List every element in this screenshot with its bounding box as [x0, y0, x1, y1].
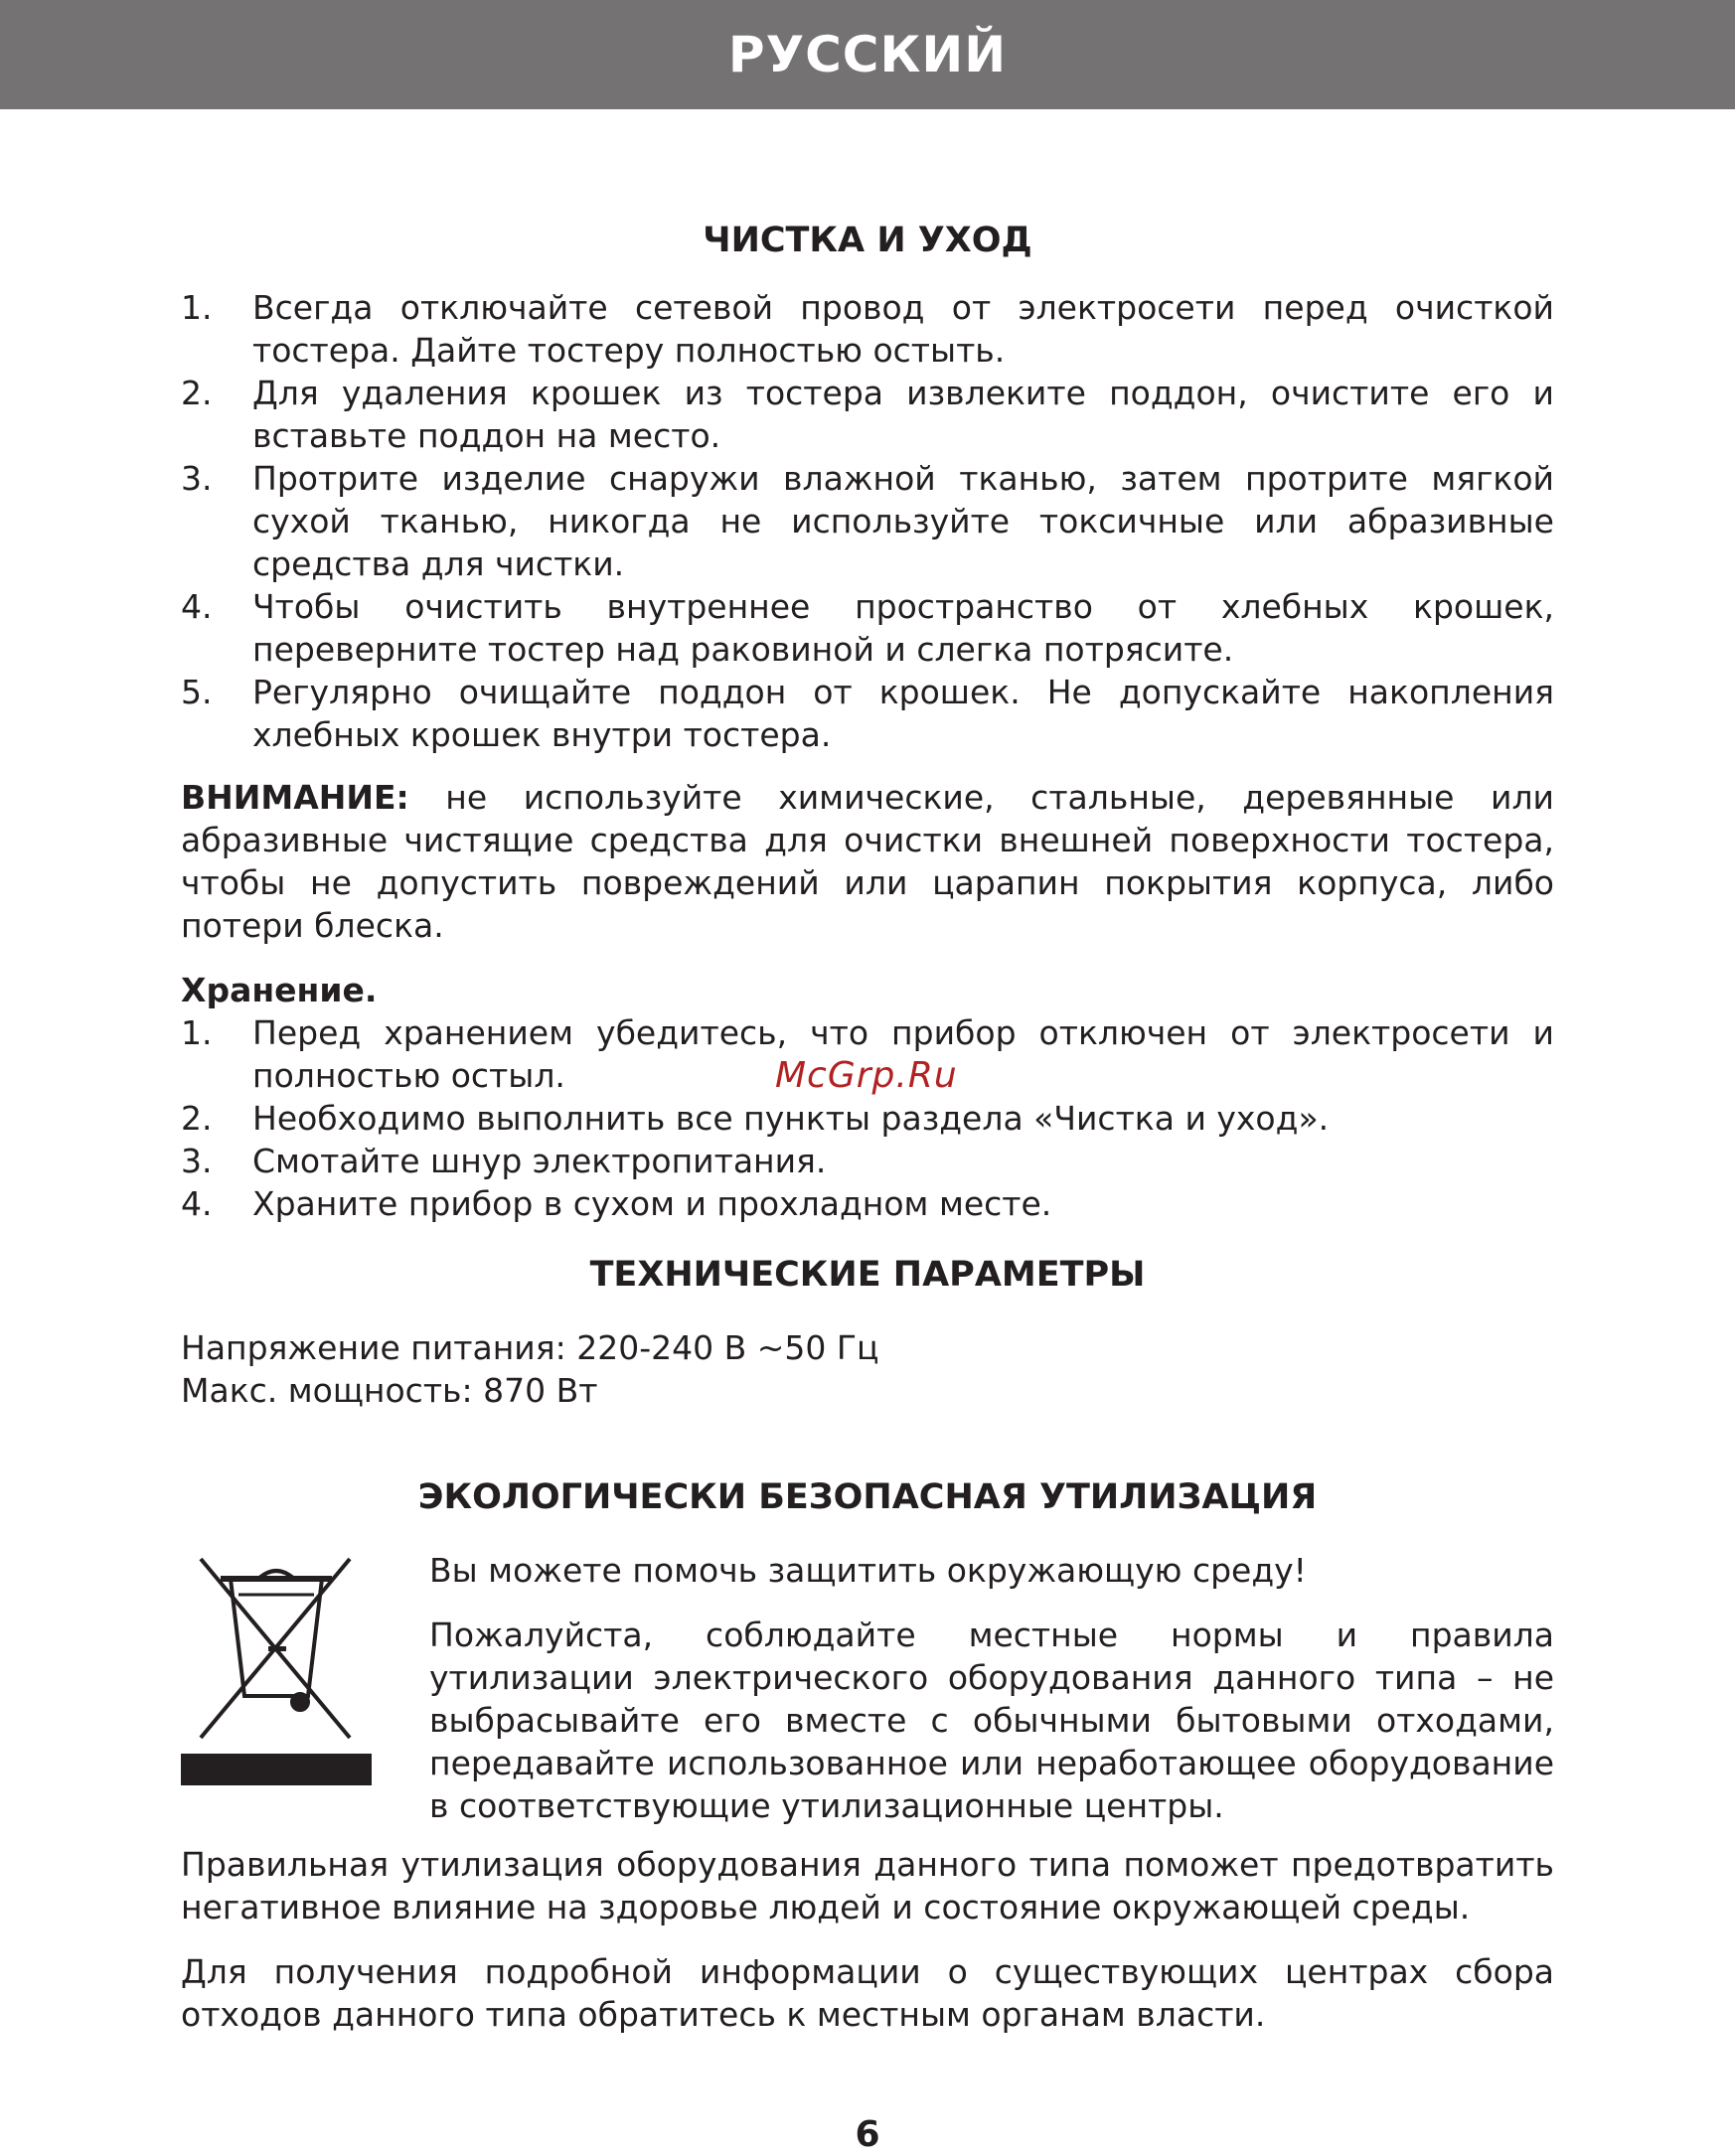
warning-text: не используйте химические, стальные, деревянные или абразивные чистящие средства для очистки внешней поверхности тостера, чтобы не допустить повреждений или царапин покрытия корпуса, либо потери блеска. — [181, 778, 1554, 945]
eco-paragraph: Правильная утилизация оборудования данного типа поможет предотвратить негативное влияние на здоровье людей и состояние окружающей среды. — [181, 1845, 1554, 1926]
power-spec: Макс. мощность: 870 Вт — [181, 1371, 598, 1410]
specs-heading: ТЕХНИЧЕСКИЕ ПАРАМЕТРЫ — [589, 1255, 1146, 1295]
crossed-out-wheelie-bin-icon — [181, 1557, 372, 1785]
list-item: 4. Чтобы очистить внутреннее пространство от хлебных крошек, переверните тостер над раковиной и слегка потрясите. — [181, 587, 1554, 669]
cleaning-list — [181, 286, 1554, 756]
list-item: 5. Регулярно очищайте поддон от крошек. Не допускайте накопления хлебных крошек внутри тостера. — [181, 673, 1554, 754]
cleaning-heading: ЧИСТКА И УХОД — [703, 221, 1032, 260]
list-item: 1. Перед хранением убедитесь, что прибор отключен от электросети и полностью остыл. — [181, 1013, 1554, 1095]
list-item: 3. Смотайте шнур электропитания. — [181, 1142, 827, 1180]
list-item: 2. Для удаления крошек из тостера извлеките поддон, очистите его и вставьте поддон на место. — [181, 374, 1554, 455]
voltage-spec: Напряжение питания: 220-240 В ~50 Гц — [181, 1328, 879, 1367]
watermark: McGrp.Ru — [775, 1055, 958, 1096]
eco-paragraph: Пожалуйста, соблюдайте местные нормы и правила утилизации электрического оборудования данного типа – не выбрасывайте его вместе с обычными бытовыми отходами, передавайте использованное или неработающее оборудование в соответствующие утилизационные центры. — [429, 1616, 1554, 1825]
language-header: РУССКИЙ — [0, 0, 1735, 109]
storage-list — [181, 1011, 1554, 1225]
warning-paragraph — [181, 776, 1554, 947]
list-item: 4. Храните прибор в сухом и прохладном месте. — [181, 1184, 1052, 1223]
eco-paragraph: Для получения подробной информации о существующих центрах сбора отходов данного типа обратитесь к местным органам власти. — [181, 1952, 1554, 2034]
eco-intro: Вы можете помочь защитить окружающую среду! — [429, 1551, 1307, 1590]
page-number: 6 — [855, 2114, 880, 2155]
eco-heading: ЭКОЛОГИЧЕСКИ БЕЗОПАСНАЯ УТИЛИЗАЦИЯ — [417, 1477, 1318, 1517]
list-item: 2. Необходимо выполнить все пункты раздела «Чистка и уход». — [181, 1099, 1330, 1138]
page-content — [181, 217, 1554, 2036]
list-item: 1. Всегда отключайте сетевой провод от электросети перед очисткой тостера. Дайте тостеру полностью остыть. — [181, 288, 1554, 370]
eco-section — [181, 1549, 1554, 1827]
warning-label: ВНИМАНИЕ: — [181, 778, 409, 817]
storage-heading: Хранение. — [181, 971, 378, 1009]
list-item: 3. Протрите изделие снаружи влажной тканью, затем протрите мягкой сухой тканью, никогда не используйте токсичные или абразивные средства для чистки. — [181, 459, 1554, 583]
